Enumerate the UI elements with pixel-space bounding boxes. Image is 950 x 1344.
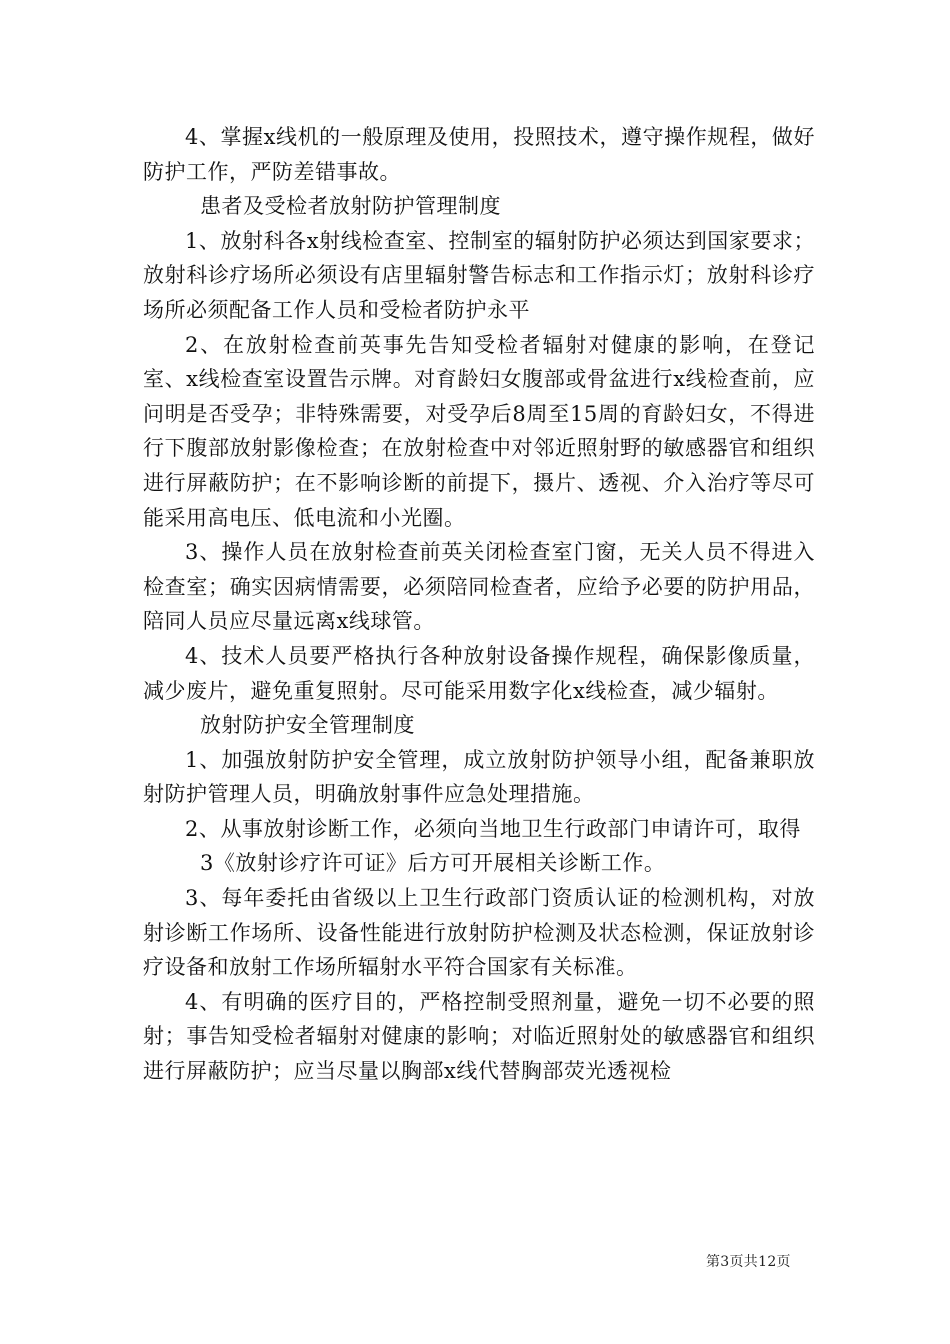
- paragraph: 1、放射科各x射线检查室、控制室的辐射防护必须达到国家要求；放射科诊疗场所必须设有店里辐射警告标志和工作指示灯；放射科诊疗场所必须配备工作人员和受检者防护永平: [143, 228, 815, 322]
- paragraph: 3《放射诊疗许可证》后方可开展相关诊断工作。: [200, 851, 666, 876]
- paragraph: 3、每年委托由省级以上卫生行政部门资质认证的检测机构，对放射诊断工作场所、设备性能进行放射防护检测及状态检测，保证放射诊疗设备和放射工作场所辐射水平符合国家有关标准。: [143, 886, 815, 980]
- paragraph: 1、加强放射防护安全管理，成立放射防护领导小组，配备兼职放射防护管理人员，明确放射事件应急处理措施。: [143, 747, 815, 807]
- paragraph: 4、技术人员要严格执行各种放射设备操作规程，确保影像质量，减少废片，避免重复照射。尽可能采用数字化x线检查，减少辐射。: [143, 643, 815, 703]
- paragraph: 2、在放射检查前英事先告知受检者辐射对健康的影响，在登记室、x线检查室设置告示牌。对育龄妇女腹部或骨盆进行x线检查前，应问明是否受孕；非特殊需要，对受孕后8周至15周的育龄妇女，不得进行下腹部放射影像检查；在放射检查中对邻近照射野的敏感器官和组织进行屏蔽防护；在不影响诊断的前提下，摄片、透视、介入治疗等尽可能采用高电压、低电流和小光圈。: [143, 332, 815, 530]
- paragraph: 4、掌握x线机的一般原理及使用，投照技术，遵守操作规程，做好防护工作，严防差错事故。: [143, 125, 815, 184]
- section-heading: 患者及受检者放射防护管理制度: [200, 194, 501, 219]
- section-heading: 放射防护安全管理制度: [200, 713, 415, 738]
- document-body: [143, 120, 815, 1089]
- paragraph: 2、从事放射诊断工作，必须向当地卫生行政部门申请许可，取得: [185, 816, 801, 841]
- page-number: 第3页共12页: [706, 1254, 791, 1270]
- paragraph: 4、有明确的医疗目的，严格控制受照剂量，避免一切不必要的照射；事告知受检者辐射对健康的影响；对临近照射处的敏感器官和组织进行屏蔽防护；应当尽量以胸部x线代替胸部荧光透视检: [143, 989, 815, 1084]
- paragraph: 3、操作人员在放射检查前英关闭检查室门窗，无关人员不得进入检查室；确实因病情需要，必须陪同检查者，应给予必要的防护用品，陪同人员应尽量远离x线球管。: [143, 540, 815, 634]
